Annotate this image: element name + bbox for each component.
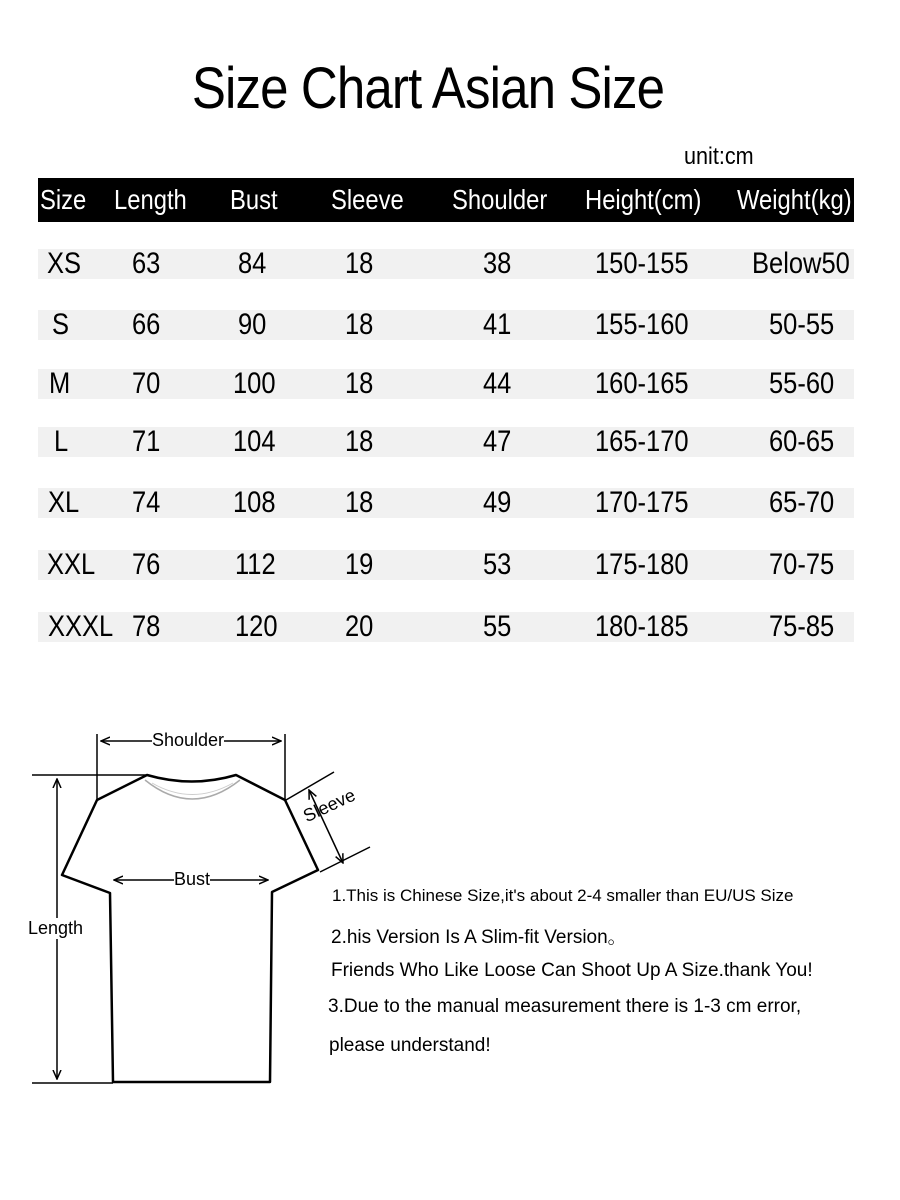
cell-size: XS (47, 247, 82, 280)
cell-height: 180-185 (595, 610, 689, 643)
table-row (38, 249, 854, 279)
cell-shoulder: 49 (483, 486, 512, 519)
cell-weight: 70-75 (769, 548, 835, 581)
cell-height: 165-170 (595, 425, 689, 458)
cell-length: 78 (132, 610, 161, 643)
cell-sleeve: 18 (345, 425, 374, 458)
sleeve-label: Sleeve (300, 784, 359, 827)
cell-size: S (52, 308, 70, 341)
header-sleeve: Sleeve (331, 184, 404, 215)
cell-size: L (54, 425, 69, 458)
header-height: Height(cm) (585, 184, 702, 215)
note-line: 2.his Version Is A Slim-fit Version。 (331, 927, 627, 948)
size-table (38, 178, 854, 643)
header-weight: Weight(kg) (737, 184, 852, 215)
cell-size: XXXL (48, 610, 114, 643)
cell-shoulder: 44 (483, 367, 512, 400)
note-line: 1.This is Chinese Size,it's about 2-4 smaller than EU/US Size (332, 886, 794, 905)
cell-shoulder: 38 (483, 247, 512, 280)
table-row (38, 427, 854, 457)
cell-height: 155-160 (595, 308, 689, 341)
shoulder-label: Shoulder (152, 730, 225, 750)
cell-sleeve: 19 (345, 548, 374, 581)
cell-sleeve: 20 (345, 610, 374, 643)
unit-label: unit:cm (684, 143, 754, 170)
cell-length: 71 (132, 425, 161, 458)
cell-size: XXL (47, 548, 96, 581)
cell-length: 70 (132, 367, 161, 400)
cell-bust: 108 (233, 486, 276, 519)
table-row (38, 310, 854, 340)
table-row (38, 488, 854, 518)
header-length: Length (114, 184, 187, 215)
note-line: Friends Who Like Loose Can Shoot Up A Size.thank You! (331, 960, 813, 981)
header-shoulder: Shoulder (452, 184, 548, 215)
cell-weight: 75-85 (769, 610, 835, 643)
length-label: Length (28, 918, 84, 938)
cell-weight: 50-55 (769, 308, 835, 341)
cell-sleeve: 18 (345, 486, 374, 519)
cell-weight: Below50 (752, 247, 850, 280)
cell-weight: 55-60 (769, 367, 835, 400)
cell-size: XL (48, 486, 80, 519)
cell-bust: 100 (233, 367, 276, 400)
table-row (38, 612, 854, 642)
cell-bust: 104 (233, 425, 276, 458)
cell-length: 76 (132, 548, 161, 581)
cell-length: 74 (132, 486, 161, 519)
cell-height: 160-165 (595, 367, 689, 400)
note-line: please understand! (329, 1035, 491, 1056)
cell-shoulder: 41 (483, 308, 512, 341)
bust-label: Bust (174, 869, 211, 889)
cell-sleeve: 18 (345, 367, 374, 400)
cell-weight: 60-65 (769, 425, 835, 458)
cell-shoulder: 53 (483, 548, 512, 581)
cell-sleeve: 18 (345, 308, 374, 341)
cell-weight: 65-70 (769, 486, 835, 519)
cell-length: 66 (132, 308, 161, 341)
cell-height: 175-180 (595, 548, 689, 581)
cell-shoulder: 47 (483, 425, 512, 458)
table-row (38, 369, 854, 399)
cell-bust: 90 (238, 308, 267, 341)
cell-bust: 112 (235, 548, 276, 581)
cell-bust: 84 (238, 247, 267, 280)
cell-size: M (49, 367, 71, 400)
cell-length: 63 (132, 247, 161, 280)
header-bust: Bust (230, 184, 278, 215)
cell-bust: 120 (235, 610, 278, 643)
cell-sleeve: 18 (345, 247, 374, 280)
cell-shoulder: 55 (483, 610, 512, 643)
header-size: Size (40, 184, 87, 215)
note-line: 3.Due to the manual measurement there is 1-3 cm error, (328, 996, 802, 1017)
page-title: Size Chart Asian Size (191, 56, 665, 121)
cell-height: 150-155 (595, 247, 689, 280)
cell-height: 170-175 (595, 486, 689, 519)
table-header-row (38, 178, 854, 222)
table-row (38, 550, 854, 580)
